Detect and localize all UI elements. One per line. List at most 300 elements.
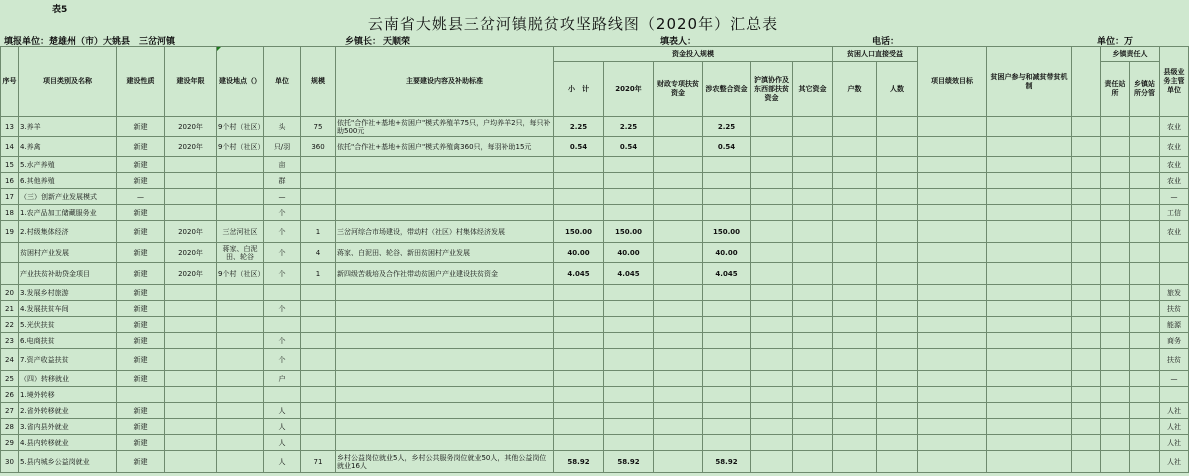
cell-people xyxy=(877,263,918,285)
cell-content xyxy=(336,157,554,173)
cell-subtotal xyxy=(554,403,604,419)
cell-subtotal xyxy=(554,285,604,301)
cell-mechanism xyxy=(987,333,1072,349)
cell-scale: 1 xyxy=(301,263,336,285)
table-row xyxy=(1,173,1189,189)
cell-target xyxy=(918,221,987,243)
cell-fiscal xyxy=(654,157,703,173)
cell-other xyxy=(793,221,833,243)
header-name: 项目类别及名称 xyxy=(19,47,117,117)
cell-people xyxy=(877,451,918,473)
cell-resp-station xyxy=(1101,137,1130,157)
cell-content xyxy=(336,333,554,349)
cell-fiscal xyxy=(654,137,703,157)
cell-county-unit: 农业 xyxy=(1160,117,1189,137)
cell-target xyxy=(918,301,987,317)
cell-unit: 人 xyxy=(264,403,301,419)
cell-people xyxy=(877,189,918,205)
cell-seq: 28 xyxy=(1,419,19,435)
cell-blank xyxy=(1072,189,1101,205)
cell-resp-station xyxy=(1101,157,1130,173)
cell-nature: 新建 xyxy=(117,435,165,451)
cell-unit: 户 xyxy=(264,371,301,387)
cell-fiscal xyxy=(654,333,703,349)
header-invest-group: 资金投入规模 xyxy=(554,47,833,62)
cell-resp-station xyxy=(1101,263,1130,285)
cell-agri: 150.00 xyxy=(703,221,751,243)
cell-name: 6.电商扶贫 xyxy=(19,333,117,349)
cell-mechanism xyxy=(987,349,1072,371)
cell-year: 2020年 xyxy=(165,243,217,263)
cell-2020 xyxy=(604,317,654,333)
cell-nature: — xyxy=(117,189,165,205)
cell-agri: 40.00 xyxy=(703,243,751,263)
cell-fiscal xyxy=(654,419,703,435)
cell-other xyxy=(793,189,833,205)
cell-2020 xyxy=(604,371,654,387)
cell-people xyxy=(877,333,918,349)
table-row xyxy=(1,221,1189,243)
cell-content xyxy=(336,419,554,435)
cell-subtotal: 2.25 xyxy=(554,117,604,137)
cell-people xyxy=(877,137,918,157)
cell-location xyxy=(217,435,264,451)
cell-unit: 人 xyxy=(264,435,301,451)
cell-people xyxy=(877,243,918,263)
header-target: 项目绩效目标 xyxy=(918,47,987,117)
cell-resp-station xyxy=(1101,451,1130,473)
summary-table xyxy=(0,46,1189,473)
cell-name: 3.养羊 xyxy=(19,117,117,137)
cell-subtotal: 150.00 xyxy=(554,221,604,243)
table-row xyxy=(1,189,1189,205)
cell-name: 5.县内城乡公益岗就业 xyxy=(19,451,117,473)
cell-resp-branch xyxy=(1130,117,1160,137)
cell-unit: 个 xyxy=(264,243,301,263)
cell-households xyxy=(833,137,877,157)
cell-seq: 19 xyxy=(1,221,19,243)
cell-name: 5.水产养殖 xyxy=(19,157,117,173)
table-row xyxy=(1,137,1189,157)
cell-households xyxy=(833,317,877,333)
cell-location xyxy=(217,285,264,301)
header-seq: 序号 xyxy=(1,47,19,117)
cell-mechanism xyxy=(987,263,1072,285)
table-row xyxy=(1,435,1189,451)
cell-blank xyxy=(1072,205,1101,221)
cell-target xyxy=(918,451,987,473)
cell-scale xyxy=(301,285,336,301)
cell-nature: 新建 xyxy=(117,349,165,371)
cell-content: 乡村公益岗位就业5人，乡村公共服务岗位就业50人，其他公益岗位就业16人 xyxy=(336,451,554,473)
cell-resp-station xyxy=(1101,243,1130,263)
cell-people xyxy=(877,435,918,451)
header-households: 户数 xyxy=(833,62,877,117)
page-title: 云南省大姚县三岔河镇脱贫攻坚路线图（2020年）汇总表 xyxy=(367,15,779,33)
cell-county-unit: 农业 xyxy=(1160,221,1189,243)
cell-households xyxy=(833,173,877,189)
cell-agri xyxy=(703,387,751,403)
header-2020: 2020年 xyxy=(604,62,654,117)
cell-shanghai xyxy=(751,189,793,205)
cell-unit: 人 xyxy=(264,419,301,435)
cell-seq xyxy=(1,243,19,263)
cell-location xyxy=(217,387,264,403)
cell-unit: 个 xyxy=(264,349,301,371)
cell-county-unit xyxy=(1160,243,1189,263)
cell-resp-station xyxy=(1101,301,1130,317)
cell-resp-branch xyxy=(1130,419,1160,435)
cell-resp-branch xyxy=(1130,451,1160,473)
cell-year xyxy=(165,435,217,451)
cell-scale xyxy=(301,371,336,387)
cell-scale xyxy=(301,387,336,403)
cell-households xyxy=(833,451,877,473)
cell-agri xyxy=(703,173,751,189)
cell-target xyxy=(918,189,987,205)
cell-mechanism xyxy=(987,221,1072,243)
cell-subtotal xyxy=(554,435,604,451)
cell-nature: 新建 xyxy=(117,451,165,473)
cell-county-unit: 旅发 xyxy=(1160,285,1189,301)
cell-shanghai xyxy=(751,221,793,243)
cell-name: （四）转移就业 xyxy=(19,371,117,387)
cell-year xyxy=(165,387,217,403)
cell-target xyxy=(918,349,987,371)
cell-other xyxy=(793,387,833,403)
cell-name: 贫困村产业发展 xyxy=(19,243,117,263)
cell-blank xyxy=(1072,117,1101,137)
cell-unit xyxy=(264,317,301,333)
cell-shanghai xyxy=(751,205,793,221)
cell-unit: 人 xyxy=(264,451,301,473)
header-fiscal: 财政专项扶贫资金 xyxy=(654,62,703,117)
cell-scale xyxy=(301,205,336,221)
cell-2020 xyxy=(604,157,654,173)
cell-resp-station xyxy=(1101,117,1130,137)
cell-nature: 新建 xyxy=(117,285,165,301)
cell-shanghai xyxy=(751,173,793,189)
cell-nature: 新建 xyxy=(117,157,165,173)
cell-2020 xyxy=(604,387,654,403)
cell-agri xyxy=(703,317,751,333)
cell-seq: 18 xyxy=(1,205,19,221)
cell-content xyxy=(336,205,554,221)
cell-seq: 30 xyxy=(1,451,19,473)
cell-location: 9个村（社区） xyxy=(217,117,264,137)
cell-shanghai xyxy=(751,371,793,387)
cell-location: 蒋家、白泥田、轮谷 xyxy=(217,243,264,263)
measure-label: 单位：万 xyxy=(1097,37,1134,47)
cell-households xyxy=(833,403,877,419)
cell-2020 xyxy=(604,435,654,451)
cell-year xyxy=(165,285,217,301)
cell-shanghai xyxy=(751,243,793,263)
header-year: 建设年限 xyxy=(165,47,217,117)
cell-nature: 新建 xyxy=(117,173,165,189)
cell-2020 xyxy=(604,349,654,371)
cell-2020 xyxy=(604,205,654,221)
cell-resp-station xyxy=(1101,173,1130,189)
cell-fiscal xyxy=(654,243,703,263)
cell-unit xyxy=(264,285,301,301)
cell-target xyxy=(918,285,987,301)
cell-agri xyxy=(703,349,751,371)
table-row xyxy=(1,333,1189,349)
cell-2020 xyxy=(604,173,654,189)
cell-shanghai xyxy=(751,137,793,157)
cell-year: 2020年 xyxy=(165,117,217,137)
cell-location: 9个村（社区） xyxy=(217,137,264,157)
cell-agri xyxy=(703,157,751,173)
cell-blank xyxy=(1072,403,1101,419)
cell-subtotal xyxy=(554,387,604,403)
head-label: 乡镇长： xyxy=(345,37,382,47)
cell-households xyxy=(833,301,877,317)
table-row xyxy=(1,285,1189,301)
cell-resp-branch xyxy=(1130,263,1160,285)
cell-2020: 58.92 xyxy=(604,451,654,473)
cell-seq: 16 xyxy=(1,173,19,189)
cell-target xyxy=(918,173,987,189)
cell-subtotal xyxy=(554,333,604,349)
cell-people xyxy=(877,349,918,371)
cell-shanghai xyxy=(751,317,793,333)
cell-mechanism xyxy=(987,301,1072,317)
cell-location xyxy=(217,157,264,173)
cell-seq: 27 xyxy=(1,403,19,419)
cell-name: 5.光伏扶贫 xyxy=(19,317,117,333)
cell-2020 xyxy=(604,189,654,205)
cell-nature: 新建 xyxy=(117,317,165,333)
cell-target xyxy=(918,157,987,173)
cell-content xyxy=(336,173,554,189)
cell-subtotal: 58.92 xyxy=(554,451,604,473)
cell-shanghai xyxy=(751,419,793,435)
header-other: 其它资金 xyxy=(793,62,833,117)
cell-target xyxy=(918,371,987,387)
cell-blank xyxy=(1072,301,1101,317)
cell-scale: 1 xyxy=(301,221,336,243)
cell-county-unit: 工信 xyxy=(1160,205,1189,221)
cell-nature xyxy=(117,387,165,403)
cell-agri xyxy=(703,189,751,205)
cell-year: 2020年 xyxy=(165,137,217,157)
cell-agri xyxy=(703,419,751,435)
cell-2020 xyxy=(604,419,654,435)
cell-households xyxy=(833,243,877,263)
cell-resp-station xyxy=(1101,349,1130,371)
cell-location xyxy=(217,301,264,317)
cell-mechanism xyxy=(987,371,1072,387)
cell-other xyxy=(793,285,833,301)
cell-resp-station xyxy=(1101,419,1130,435)
cell-resp-branch xyxy=(1130,301,1160,317)
cell-2020: 150.00 xyxy=(604,221,654,243)
cell-resp-station xyxy=(1101,333,1130,349)
header-location: 建设地点（） xyxy=(217,47,264,117)
cell-agri: 58.92 xyxy=(703,451,751,473)
cell-mechanism xyxy=(987,157,1072,173)
cell-2020: 0.54 xyxy=(604,137,654,157)
cell-year: 2020年 xyxy=(165,221,217,243)
filler-label: 填表人： xyxy=(660,37,697,47)
table-row xyxy=(1,451,1189,473)
cell-year xyxy=(165,371,217,387)
cell-nature: 新建 xyxy=(117,243,165,263)
sheet-tag: 表5 xyxy=(52,5,68,15)
cell-agri xyxy=(703,435,751,451)
cell-scale: 75 xyxy=(301,117,336,137)
cell-other xyxy=(793,403,833,419)
cell-fiscal xyxy=(654,117,703,137)
cell-county-unit: 人社 xyxy=(1160,419,1189,435)
cell-year xyxy=(165,205,217,221)
cell-mechanism xyxy=(987,205,1072,221)
cell-fiscal xyxy=(654,435,703,451)
cell-agri: 2.25 xyxy=(703,117,751,137)
cell-unit: 个 xyxy=(264,205,301,221)
cell-county-unit: 农业 xyxy=(1160,173,1189,189)
cell-subtotal xyxy=(554,189,604,205)
cell-target xyxy=(918,435,987,451)
cell-nature: 新建 xyxy=(117,333,165,349)
cell-fiscal xyxy=(654,387,703,403)
cell-fiscal xyxy=(654,371,703,387)
cell-county-unit: 商务 xyxy=(1160,333,1189,349)
cell-target xyxy=(918,387,987,403)
cell-name: 4.养禽 xyxy=(19,137,117,157)
cell-fiscal xyxy=(654,451,703,473)
cell-seq: 17 xyxy=(1,189,19,205)
cell-resp-branch xyxy=(1130,173,1160,189)
cell-name: 1.农产品加工储藏服务业 xyxy=(19,205,117,221)
cell-unit xyxy=(264,387,301,403)
cell-subtotal xyxy=(554,173,604,189)
cell-location xyxy=(217,451,264,473)
cell-other xyxy=(793,451,833,473)
cell-other xyxy=(793,419,833,435)
cell-scale: 4 xyxy=(301,243,336,263)
cell-resp-branch xyxy=(1130,371,1160,387)
cell-fiscal xyxy=(654,403,703,419)
cell-target xyxy=(918,243,987,263)
cell-fiscal xyxy=(654,301,703,317)
cell-fiscal xyxy=(654,317,703,333)
cell-shanghai xyxy=(751,285,793,301)
cell-2020: 2.25 xyxy=(604,117,654,137)
cell-nature: 新建 xyxy=(117,263,165,285)
cell-unit: 只/羽 xyxy=(264,137,301,157)
cell-households xyxy=(833,117,877,137)
cell-subtotal xyxy=(554,419,604,435)
cell-resp-station xyxy=(1101,205,1130,221)
cell-year xyxy=(165,451,217,473)
cell-shanghai xyxy=(751,349,793,371)
cell-seq xyxy=(1,263,19,285)
cell-content xyxy=(336,371,554,387)
cell-subtotal xyxy=(554,317,604,333)
cell-target xyxy=(918,263,987,285)
cell-scale xyxy=(301,435,336,451)
cell-mechanism xyxy=(987,387,1072,403)
cell-content xyxy=(336,403,554,419)
header-scale: 规模 xyxy=(301,47,336,117)
cell-people xyxy=(877,117,918,137)
cell-other xyxy=(793,137,833,157)
cell-nature: 新建 xyxy=(117,371,165,387)
cell-people xyxy=(877,173,918,189)
head-name: 天顺荣 xyxy=(383,37,411,47)
cell-mechanism xyxy=(987,243,1072,263)
cell-name: 6.其他养殖 xyxy=(19,173,117,189)
cell-unit: 个 xyxy=(264,301,301,317)
cell-subtotal xyxy=(554,301,604,317)
cell-agri: 0.54 xyxy=(703,137,751,157)
table-row xyxy=(1,117,1189,137)
cell-resp-branch xyxy=(1130,137,1160,157)
cell-shanghai xyxy=(751,157,793,173)
cell-unit: 个 xyxy=(264,263,301,285)
cell-county-unit: 农业 xyxy=(1160,137,1189,157)
cell-county-unit: 扶贫 xyxy=(1160,301,1189,317)
cell-resp-branch xyxy=(1130,157,1160,173)
table-row xyxy=(1,403,1189,419)
cell-households xyxy=(833,205,877,221)
cell-content xyxy=(336,285,554,301)
cell-fiscal xyxy=(654,221,703,243)
cell-content xyxy=(336,189,554,205)
cell-location xyxy=(217,371,264,387)
table-row xyxy=(1,263,1189,285)
cell-location: 9个村（社区） xyxy=(217,263,264,285)
cell-unit: — xyxy=(264,189,301,205)
cell-name: 3.省内县外就业 xyxy=(19,419,117,435)
cell-subtotal xyxy=(554,371,604,387)
cell-target xyxy=(918,333,987,349)
cell-name: 4.县内转移就业 xyxy=(19,435,117,451)
cell-scale xyxy=(301,333,336,349)
cell-year xyxy=(165,173,217,189)
header-agri: 涉农整合资金 xyxy=(703,62,751,117)
cell-people xyxy=(877,205,918,221)
cell-location xyxy=(217,403,264,419)
cell-target xyxy=(918,403,987,419)
cell-content: 新四级苦栽培及合作社带动贫困户产业建设扶贫资金 xyxy=(336,263,554,285)
cell-resp-station xyxy=(1101,387,1130,403)
cell-content xyxy=(336,435,554,451)
cell-year xyxy=(165,349,217,371)
cell-agri: 4.045 xyxy=(703,263,751,285)
cell-unit: 群 xyxy=(264,173,301,189)
cell-year xyxy=(165,419,217,435)
cell-households xyxy=(833,349,877,371)
cell-blank xyxy=(1072,243,1101,263)
cell-blank xyxy=(1072,435,1101,451)
cell-households xyxy=(833,263,877,285)
header-nature: 建设性质 xyxy=(117,47,165,117)
cell-name: （三）创新产业发展模式 xyxy=(19,189,117,205)
cell-mechanism xyxy=(987,451,1072,473)
cell-other xyxy=(793,349,833,371)
cell-mechanism xyxy=(987,419,1072,435)
header-unit: 单位 xyxy=(264,47,301,117)
header-content: 主要建设内容及补助标准 xyxy=(336,47,554,117)
cell-households xyxy=(833,387,877,403)
cell-resp-branch xyxy=(1130,317,1160,333)
cell-location xyxy=(217,189,264,205)
cell-agri xyxy=(703,285,751,301)
